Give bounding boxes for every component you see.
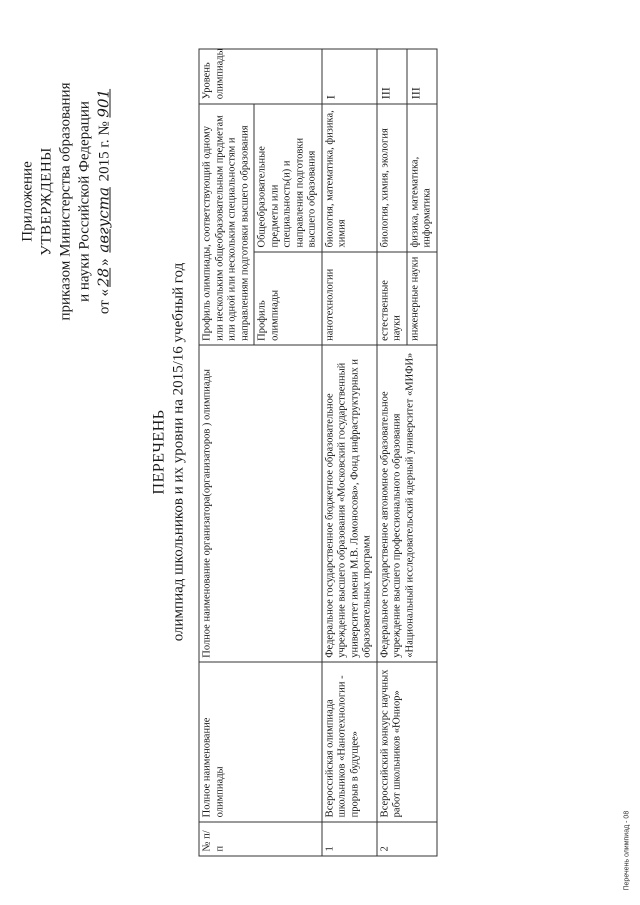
header-organizer: Полное наименование организатора(организаторов ) олимпиады [199,345,322,662]
table-header-row [199,49,254,856]
header-level: Уровень олимпиады [199,49,322,104]
row-profile: естественные науки [377,252,407,345]
header-num: № п/п [199,822,322,856]
approval-block [19,52,115,352]
table-row [377,49,407,856]
row-num: 1 [322,822,377,856]
row-subjects: физика, математика, информатика [407,104,437,252]
header-profile-group: Профиль олимпиады, соответствующий одному или нескольким общеобразовательным предметам или одной или нескольким специальностям и направлениям подготовки высшего образования [199,104,254,346]
order-line-1: приказом Министерства образования [57,82,74,321]
row-level: III [407,49,437,104]
row-name: Всероссийская олимпиада школьников «Нанотехнологии - прорыв в будущее» [322,662,377,822]
page-footer: Перечень олимпиад - 08 [623,810,631,891]
page-subtitle: олимпиад школьников и их уровни на 2015/16 учебный год [170,262,187,642]
appendix-label: Приложение [19,161,36,242]
row-organizer: Федеральное государственное бюджетное образовательное учреждение высшего образования «Московский государственный университет имени М.В. Ломоносова», Фонд инфраструктурных и образовательных программ [322,345,377,662]
title-block [151,0,188,905]
order-quote-close: » [96,258,113,266]
order-prefix: от « [96,288,113,315]
olympiad-table [199,49,438,857]
row-num: 2 [377,822,437,856]
page-title: ПЕРЕЧЕНЬ [150,409,168,495]
row-level: I [322,49,377,104]
header-subjects: Общеобразовательные предметы или специальность(и) и направления подготовки высшего образования [254,104,322,252]
row-subjects: биология, химия, экология [377,104,407,252]
row-name: Всероссийский конкурс научных работ школьников «Юниор» [377,662,437,822]
row-profile: инженерные науки [407,252,437,345]
order-day: 28 [94,267,113,287]
header-name: Полное наименование олимпиады [199,662,322,822]
order-number: 901 [94,88,113,118]
order-year: 2015 г. № [96,121,113,182]
header-profile: Профиль олимпиады [254,252,322,345]
approved-label: УТВЕРЖДЕНЫ [38,147,55,256]
order-line-2: и науки Российской Федерации [76,101,93,302]
row-profile: нанотехнологии [322,252,377,345]
order-month: августа [94,187,113,253]
row-level: III [377,49,407,104]
order-date-line [95,52,115,352]
table-row [322,49,377,856]
row-organizer: Федеральное государственное автономное образовательное учреждение высшего профессионального образования «Национальный исследовательский ядерный университет «МИФИ» [377,345,437,662]
document-page [1,0,640,905]
row-subjects: биология, математика, физика, химия [322,104,377,252]
